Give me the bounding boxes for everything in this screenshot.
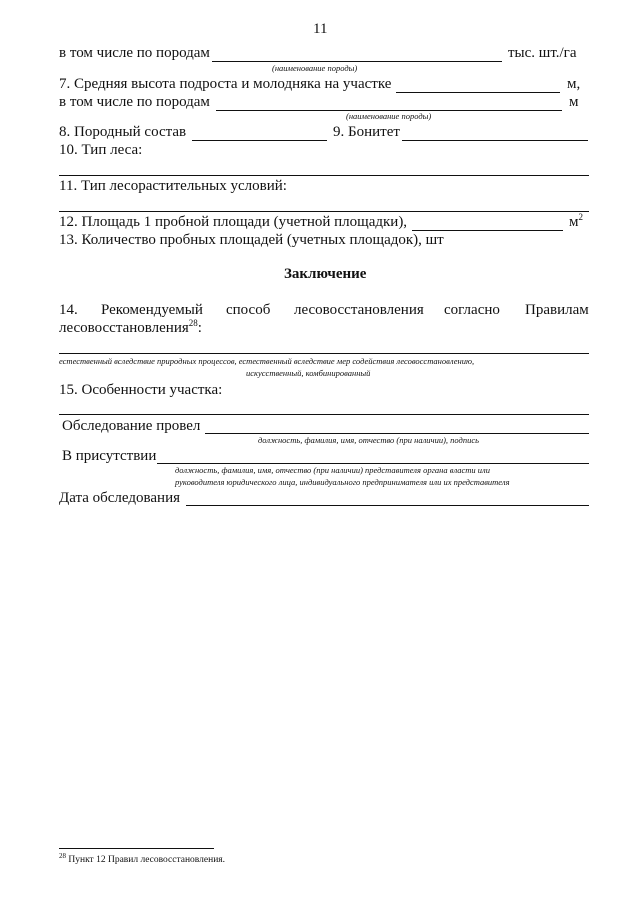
by-species-label-1: в том числе по породам — [59, 45, 210, 61]
by-species-label-2: в том числе по породам — [59, 94, 210, 110]
height-unit: м — [569, 94, 579, 110]
item-11-label: 11. Тип лесорастительных условий: — [59, 178, 287, 194]
item-14-word-reforestation: лесовосстановления — [294, 302, 424, 318]
in-presence-caption-1: должность, фамилия, имя, отчество (при наличии) представителя органа власти или — [175, 465, 490, 475]
item-8-fill-line[interactable] — [192, 140, 327, 141]
item-7-unit: м, — [567, 76, 581, 92]
in-presence-caption-2: руководителя юридического лица, индивидуального предпринимателя или их представителя — [175, 477, 510, 487]
item-14-line-2 — [59, 320, 202, 337]
item-14-line-2-text: лесовосстановления — [59, 320, 189, 336]
item-15-label: 15. Особенности участка: — [59, 382, 223, 398]
item-14-colon: : — [197, 320, 202, 336]
area-unit-exponent: 2 — [578, 212, 583, 222]
footnote-number: 28 — [59, 852, 66, 860]
footnote-ref-28[interactable]: 28 — [188, 318, 198, 328]
item-14-word-according: согласно — [444, 302, 500, 318]
item-14-word-rules: Правилам — [525, 302, 589, 318]
item-12-label: 12. Площадь 1 пробной площади (учетной площадки), — [59, 214, 408, 230]
conclusion-heading: Заключение — [284, 266, 367, 282]
item-14-word-number: 14. — [59, 302, 78, 318]
item-9-label: 9. Бонитет — [333, 124, 400, 140]
in-presence-fill-line[interactable] — [157, 463, 589, 464]
by-species-fill-line-1[interactable] — [212, 61, 502, 62]
surveyed-by-fill-line[interactable] — [205, 433, 589, 434]
item-7-label: 7. Средняя высота подроста и молодняка на участке — [59, 76, 392, 92]
item-10-label: 10. Тип леса: — [59, 142, 143, 158]
in-presence-label: В присутствии — [62, 448, 157, 464]
item-7-fill-line[interactable] — [396, 92, 560, 93]
area-unit: м — [569, 214, 579, 230]
item-8-label: 8. Породный состав — [59, 124, 187, 140]
item-15-fill-line[interactable] — [59, 414, 589, 415]
item-9-fill-line[interactable] — [402, 140, 588, 141]
item-14-caption-line-2: искусственный, комбинированный — [246, 368, 371, 378]
item-12-fill-line[interactable] — [412, 230, 563, 231]
species-caption-2: (наименование породы) — [346, 111, 432, 121]
footnote — [59, 852, 226, 866]
item-14-caption-line-1: естественный вследствие природных процессов, естественный вследствие мер содействия лесовосстановлению, — [59, 356, 475, 366]
item-12-unit — [569, 214, 583, 231]
density-unit: тыс. шт./га — [508, 45, 577, 61]
item-14-fill-line[interactable] — [59, 353, 589, 354]
species-caption-1: (наименование породы) — [272, 63, 358, 73]
surveyed-by-caption: должность, фамилия, имя, отчество (при наличии), подпись — [258, 435, 479, 445]
footnote-separator — [59, 848, 214, 849]
item-14-word-method: способ — [226, 302, 271, 318]
footnote-text: Пункт 12 Правил лесовосстановления. — [66, 855, 226, 865]
page-number: 11 — [313, 21, 328, 37]
survey-date-fill-line[interactable] — [186, 505, 589, 506]
surveyed-by-label: Обследование провел — [62, 418, 201, 434]
item-11-fill-line[interactable] — [59, 211, 589, 212]
item-14-word-recommended: Рекомендуемый — [101, 302, 203, 318]
item-10-fill-line[interactable] — [59, 175, 589, 176]
survey-date-label: Дата обследования — [59, 490, 181, 506]
item-13-label: 13. Количество пробных площадей (учетных площадок), шт — [59, 232, 444, 248]
